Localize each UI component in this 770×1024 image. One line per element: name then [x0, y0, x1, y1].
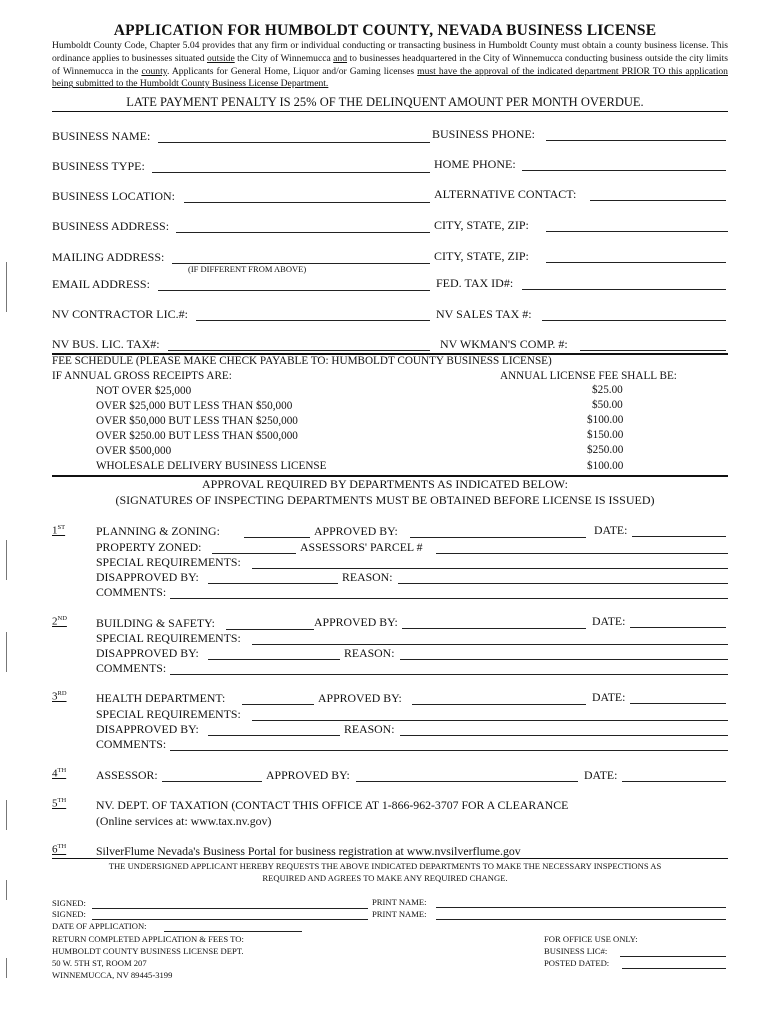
business-lic-field[interactable] — [620, 956, 726, 957]
date-label: DATE: — [592, 690, 626, 704]
assessor-approved-by-field[interactable] — [356, 781, 578, 782]
step-2-marker: 2ND — [52, 615, 67, 628]
print-name-field-1[interactable] — [436, 907, 726, 908]
business-name-field[interactable] — [158, 142, 430, 143]
fee-row-amount: $100.00 — [587, 460, 624, 472]
planning-zoning-field[interactable] — [244, 537, 310, 538]
print-name-label: PRINT NAME: — [372, 909, 427, 919]
business-lic-label: BUSINESS LIC#: — [544, 946, 608, 956]
planning-disapproved-by-field[interactable] — [208, 583, 338, 584]
home-phone-field[interactable] — [522, 170, 726, 171]
building-safety-field[interactable] — [226, 629, 314, 630]
divider — [52, 111, 728, 112]
business-location-label: BUSINESS LOCATION: — [52, 189, 176, 203]
step-6-marker: 6TH — [52, 843, 67, 856]
nv-contractor-label: NV CONTRACTOR LIC.#: — [52, 307, 188, 321]
comments-label: COMMENTS: — [96, 737, 167, 751]
building-reason-field[interactable] — [400, 659, 728, 660]
alternative-contact-label: ALTERNATIVE CONTACT: — [434, 187, 577, 201]
comments-label: COMMENTS: — [96, 661, 167, 675]
step-5-marker: 5TH — [52, 797, 67, 810]
special-requirements-label: SPECIAL REQUIREMENTS: — [96, 707, 241, 721]
posted-dated-label: POSTED DATED: — [544, 958, 610, 968]
undersigned-line-1: THE UNDERSIGNED APPLICANT HEREBY REQUESTS THE ABOVE INDICATED DEPARTMENTS TO MAKE THE NECESSARY INSPECTIONS AS — [108, 861, 662, 871]
silverflume-line: SilverFlume Nevada's Business Portal for business registration at www.nvsilverflume.gov — [96, 844, 521, 858]
date-label: DATE: — [594, 523, 628, 537]
date-of-application-label: DATE OF APPLICATION: — [52, 921, 147, 931]
date-of-application-field[interactable] — [164, 931, 302, 932]
building-comments-field[interactable] — [170, 674, 728, 675]
fee-row-amount: $25.00 — [592, 384, 623, 396]
fee-row-label: WHOLESALE DELIVERY BUSINESS LICENSE — [96, 460, 327, 472]
posted-dated-field[interactable] — [622, 968, 726, 969]
assessor-label: ASSESSOR: — [96, 768, 158, 782]
license-fee-heading: ANNUAL LICENSE FEE SHALL BE: — [500, 370, 677, 382]
fee-row-label: OVER $50,000 BUT LESS THAN $250,000 — [96, 415, 298, 427]
reason-label: REASON: — [344, 722, 395, 736]
disapproved-by-label: DISAPPROVED BY: — [96, 722, 199, 736]
office-use-label: FOR OFFICE USE ONLY: — [544, 934, 638, 944]
health-special-requirements-field[interactable] — [252, 720, 728, 721]
fed-tax-id-label: FED. TAX ID#: — [436, 276, 514, 290]
planning-zoning-label: PLANNING & ZONING: — [96, 524, 220, 538]
building-disapproved-by-field[interactable] — [208, 659, 340, 660]
approved-by-label: APPROVED BY: — [266, 768, 350, 782]
fee-row-label: OVER $500,000 — [96, 445, 172, 457]
step-4-marker: 4TH — [52, 767, 67, 780]
fee-row-label: OVER $25,000 BUT LESS THAN $50,000 — [96, 400, 293, 412]
assessors-parcel-field[interactable] — [436, 553, 728, 554]
scan-edge-mark — [6, 958, 7, 978]
planning-date-field[interactable] — [632, 536, 726, 537]
nv-sales-tax-label: NV SALES TAX #: — [436, 307, 532, 321]
email-address-field[interactable] — [158, 290, 430, 291]
date-label: DATE: — [592, 614, 626, 628]
late-penalty-notice: LATE PAYMENT PENALTY IS 25% OF THE DELINQUENT AMOUNT PER MONTH OVERDUE. — [126, 95, 644, 109]
health-department-field[interactable] — [242, 704, 314, 705]
health-disapproved-by-field[interactable] — [208, 735, 340, 736]
city-state-zip-field[interactable] — [546, 231, 728, 232]
return-line-3: 50 W. 5TH ST, ROOM 207 — [52, 958, 147, 968]
planning-reason-field[interactable] — [398, 583, 728, 584]
approval-heading: APPROVAL REQUIRED BY DEPARTMENTS AS INDICATED BELOW: — [202, 477, 568, 491]
signed-label: SIGNED: — [52, 909, 86, 919]
step-1-marker: 1ST — [52, 524, 66, 537]
disapproved-by-label: DISAPPROVED BY: — [96, 570, 199, 584]
nv-contractor-field[interactable] — [196, 320, 430, 321]
fee-row-amount: $50.00 — [592, 399, 623, 411]
undersigned-line-2: REQUIRED AND AGREES TO MAKE ANY REQUIRED CHANGE. — [262, 873, 508, 883]
special-requirements-label: SPECIAL REQUIREMENTS: — [96, 555, 241, 569]
nv-sales-tax-field[interactable] — [542, 320, 726, 321]
mailing-city-state-zip-field[interactable] — [546, 262, 726, 263]
home-phone-label: HOME PHONE: — [434, 157, 516, 171]
signature-field-1[interactable] — [92, 908, 368, 909]
print-name-label: PRINT NAME: — [372, 897, 427, 907]
nv-bus-lic-tax-label: NV BUS. LIC. TAX#: — [52, 337, 160, 351]
special-requirements-label: SPECIAL REQUIREMENTS: — [96, 631, 241, 645]
taxation-line: NV. DEPT. OF TAXATION (CONTACT THIS OFFICE AT 1-866-962-3707 FOR A CLEARANCE — [96, 798, 569, 812]
planning-special-requirements-field[interactable] — [252, 568, 728, 569]
business-type-label: BUSINESS TYPE: — [52, 159, 145, 173]
alternative-contact-field[interactable] — [590, 200, 726, 201]
scan-edge-mark — [6, 262, 7, 312]
planning-comments-field[interactable] — [170, 598, 728, 599]
property-zoned-field[interactable] — [212, 553, 296, 554]
signed-label: SIGNED: — [52, 898, 86, 908]
approved-by-label: APPROVED BY: — [318, 691, 402, 705]
assessor-field[interactable] — [162, 781, 262, 782]
building-special-requirements-field[interactable] — [252, 644, 728, 645]
if-different-note: (IF DIFFERENT FROM ABOVE) — [188, 264, 307, 274]
mailing-city-state-zip-label: CITY, STATE, ZIP: — [434, 249, 529, 263]
property-zoned-label: PROPERTY ZONED: — [96, 540, 202, 554]
taxation-online-line: (Online services at: www.tax.nv.gov) — [96, 814, 272, 828]
email-address-label: EMAIL ADDRESS: — [52, 277, 150, 291]
approved-by-label: APPROVED BY: — [314, 524, 398, 538]
disapproved-by-label: DISAPPROVED BY: — [96, 646, 199, 660]
assessor-date-field[interactable] — [622, 781, 726, 782]
fee-row-label: OVER $250.00 BUT LESS THAN $500,000 — [96, 430, 298, 442]
scan-edge-mark — [6, 632, 7, 672]
health-approved-by-field[interactable] — [412, 704, 586, 705]
step-3-marker: 3RD — [52, 690, 67, 703]
business-address-label: BUSINESS ADDRESS: — [52, 219, 170, 233]
planning-approved-by-field[interactable] — [410, 537, 586, 538]
building-date-field[interactable] — [630, 627, 726, 628]
business-type-field[interactable] — [152, 172, 430, 173]
signature-field-2[interactable] — [92, 919, 368, 920]
intro-paragraph: Humboldt County Code, Chapter 5.04 provides that any firm or individual conducting or transacting business in Humboldt County must obtain a county business license. This ordinance applies to businesses situated outside the City of Winnemucca and to businesses headquartered in the City of Winnemucca conducting business outside the city limits of Winnemucca in the county. Applicants for General Home, Liquor and/or Gaming licenses must have the approval of the indicated department PRIOR TO this application being submitted to the Humboldt County Business License Department. — [52, 40, 728, 90]
fee-row-label: NOT OVER $25,000 — [96, 385, 192, 397]
gross-receipts-heading: IF ANNUAL GROSS RECEIPTS ARE: — [52, 370, 232, 382]
business-phone-field[interactable] — [546, 140, 726, 141]
scan-edge-mark — [6, 800, 7, 830]
assessors-parcel-label: ASSESSORS' PARCEL # — [300, 540, 423, 554]
scan-edge-mark — [6, 540, 7, 580]
approved-by-label: APPROVED BY: — [314, 615, 398, 629]
health-reason-field[interactable] — [400, 735, 728, 736]
health-comments-field[interactable] — [170, 750, 728, 751]
reason-label: REASON: — [342, 570, 393, 584]
business-phone-label: BUSINESS PHONE: — [432, 127, 536, 141]
business-address-field[interactable] — [176, 232, 430, 233]
fee-row-amount: $100.00 — [587, 414, 624, 426]
return-line-1: RETURN COMPLETED APPLICATION & FEES TO: — [52, 934, 244, 944]
divider — [52, 858, 728, 859]
health-department-label: HEALTH DEPARTMENT: — [96, 691, 226, 705]
building-safety-label: BUILDING & SAFETY: — [96, 616, 215, 630]
building-approved-by-field[interactable] — [402, 628, 586, 629]
business-location-field[interactable] — [184, 202, 430, 203]
fee-schedule-heading: FEE SCHEDULE (PLEASE MAKE CHECK PAYABLE TO: HUMBOLDT COUNTY BUSINESS LICENSE) — [52, 355, 552, 367]
scan-edge-mark — [6, 880, 7, 900]
return-line-2: HUMBOLDT COUNTY BUSINESS LICENSE DEPT. — [52, 946, 244, 956]
city-state-zip-label: CITY, STATE, ZIP: — [434, 218, 529, 232]
print-name-field-2[interactable] — [436, 919, 726, 920]
form-title: APPLICATION FOR HUMBOLDT COUNTY, NEVADA BUSINESS LICENSE — [113, 22, 657, 39]
fee-row-amount: $250.00 — [587, 444, 624, 456]
approval-subheading: (SIGNATURES OF INSPECTING DEPARTMENTS MUST BE OBTAINED BEFORE LICENSE IS ISSUED) — [115, 493, 655, 507]
date-label: DATE: — [584, 768, 618, 782]
reason-label: REASON: — [344, 646, 395, 660]
return-line-4: WINNEMUCCA, NV 89445-3199 — [52, 970, 173, 980]
health-date-field[interactable] — [630, 703, 726, 704]
nv-wkman-comp-field[interactable] — [580, 350, 726, 351]
fed-tax-id-field[interactable] — [522, 289, 726, 290]
fee-row-amount: $150.00 — [587, 429, 624, 441]
business-name-label: BUSINESS NAME: — [52, 129, 151, 143]
nv-wkman-comp-label: NV WKMAN'S COMP. #: — [440, 337, 568, 351]
mailing-address-label: MAILING ADDRESS: — [52, 250, 165, 264]
nv-bus-lic-tax-field[interactable] — [168, 350, 430, 351]
comments-label: COMMENTS: — [96, 585, 167, 599]
